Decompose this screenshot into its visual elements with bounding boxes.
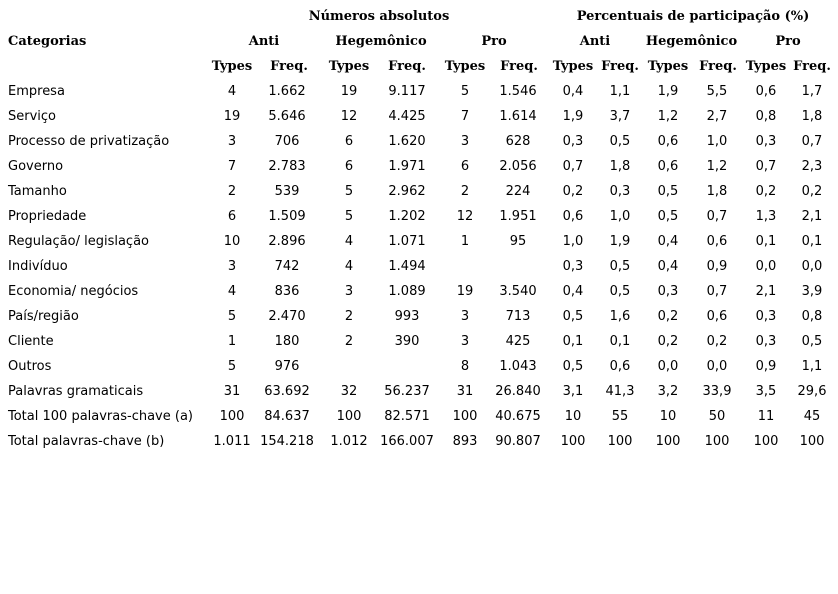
- value-cell: 1.662: [268, 84, 306, 99]
- value-cell: 6: [460, 159, 470, 174]
- value-cell: 3,2: [657, 384, 679, 399]
- value-cell: 0,5: [609, 134, 631, 149]
- value-cell: 893: [452, 434, 478, 449]
- value-cell: 4: [227, 284, 237, 299]
- value-cell: 100: [336, 409, 362, 424]
- value-cell: 1.089: [388, 284, 426, 299]
- value-cell: 2: [227, 184, 237, 199]
- value-cell: 0,3: [609, 184, 631, 199]
- table-row: [0, 307, 838, 327]
- value-cell: 2,3: [801, 159, 823, 174]
- value-cell: 5.646: [268, 109, 306, 124]
- value-cell: 0,1: [755, 234, 777, 249]
- category-label: Empresa: [8, 84, 65, 99]
- value-cell: 1,8: [801, 109, 823, 124]
- table-row: [0, 82, 838, 102]
- value-cell: 0,2: [657, 309, 679, 324]
- column-header: Freq.: [500, 59, 538, 74]
- value-cell: 4: [227, 84, 237, 99]
- subgroup-header-hegemonico-abs: Hegemônico: [335, 34, 427, 49]
- table-row: [0, 407, 838, 427]
- value-cell: 1,6: [609, 309, 631, 324]
- value-cell: 836: [274, 284, 300, 299]
- value-cell: 2.783: [268, 159, 306, 174]
- value-cell: 5: [227, 309, 237, 324]
- table-row: [0, 282, 838, 302]
- value-cell: 1: [460, 234, 470, 249]
- column-header: Types: [647, 59, 689, 74]
- value-cell: 0,3: [562, 259, 584, 274]
- value-cell: 0,6: [609, 359, 631, 374]
- value-cell: 628: [505, 134, 531, 149]
- value-cell: 2: [460, 184, 470, 199]
- value-cell: 1.043: [499, 359, 537, 374]
- value-cell: 1,3: [755, 209, 777, 224]
- column-header: Types: [552, 59, 594, 74]
- value-cell: 0,6: [755, 84, 777, 99]
- table-row: [0, 357, 838, 377]
- value-cell: 3: [460, 134, 470, 149]
- value-cell: 7: [227, 159, 237, 174]
- value-cell: 2.962: [388, 184, 426, 199]
- category-label: Serviço: [8, 109, 57, 124]
- value-cell: 1,0: [609, 209, 631, 224]
- value-cell: 1,1: [801, 359, 823, 374]
- table-row: [0, 182, 838, 202]
- value-cell: 31: [456, 384, 474, 399]
- value-cell: 2.470: [268, 309, 306, 324]
- value-cell: 12: [340, 109, 358, 124]
- value-cell: 0,4: [562, 284, 584, 299]
- value-cell: 0,2: [801, 184, 823, 199]
- table-row: [0, 332, 838, 352]
- value-cell: 1,9: [657, 84, 679, 99]
- value-cell: 4: [344, 234, 354, 249]
- value-cell: 32: [340, 384, 358, 399]
- value-cell: 3,7: [609, 109, 631, 124]
- value-cell: 40.675: [495, 409, 541, 424]
- value-cell: 0,2: [755, 184, 777, 199]
- table-row: [0, 382, 838, 402]
- value-cell: 100: [655, 434, 681, 449]
- value-cell: 63.692: [264, 384, 310, 399]
- value-cell: 0,1: [562, 334, 584, 349]
- value-cell: 1.614: [499, 109, 537, 124]
- value-cell: 0,7: [801, 134, 823, 149]
- value-cell: 993: [394, 309, 420, 324]
- value-cell: 41,3: [605, 384, 635, 399]
- value-cell: 7: [460, 109, 470, 124]
- value-cell: 3: [344, 284, 354, 299]
- group-header-percent: Percentuais de participação (%): [576, 9, 810, 24]
- value-cell: 0,4: [657, 234, 679, 249]
- value-cell: 1,9: [562, 109, 584, 124]
- value-cell: 1,8: [609, 159, 631, 174]
- value-cell: 84.637: [264, 409, 310, 424]
- column-header: Types: [444, 59, 486, 74]
- value-cell: 45: [803, 409, 821, 424]
- value-cell: 0,7: [562, 159, 584, 174]
- value-cell: 0,6: [657, 134, 679, 149]
- column-header: Freq.: [793, 59, 831, 74]
- value-cell: 0,1: [609, 334, 631, 349]
- value-cell: 100: [560, 434, 586, 449]
- value-cell: 6: [344, 159, 354, 174]
- column-header: Types: [211, 59, 253, 74]
- category-label: Total palavras-chave (b): [8, 434, 165, 449]
- value-cell: 0,8: [755, 109, 777, 124]
- category-label: Regulação/ legislação: [8, 234, 149, 249]
- category-label: Propriedade: [8, 209, 87, 224]
- value-cell: 1.620: [388, 134, 426, 149]
- value-cell: 0,2: [706, 334, 728, 349]
- value-cell: 2.056: [499, 159, 537, 174]
- value-cell: 0,6: [562, 209, 584, 224]
- column-header-row: [0, 57, 838, 77]
- value-cell: 1.012: [330, 434, 368, 449]
- value-cell: 0,5: [801, 334, 823, 349]
- value-cell: 2: [344, 334, 354, 349]
- value-cell: 1: [227, 334, 237, 349]
- value-cell: 12: [456, 209, 474, 224]
- value-cell: 5: [344, 209, 354, 224]
- value-cell: 5: [460, 84, 470, 99]
- column-header: Freq.: [601, 59, 639, 74]
- value-cell: 0,4: [562, 84, 584, 99]
- value-cell: 1.509: [268, 209, 306, 224]
- value-cell: 0,7: [755, 159, 777, 174]
- value-cell: 10: [659, 409, 677, 424]
- table-row: [0, 157, 838, 177]
- value-cell: 8: [460, 359, 470, 374]
- value-cell: 0,9: [755, 359, 777, 374]
- value-cell: 50: [708, 409, 726, 424]
- group-header-absolute: Números absolutos: [308, 9, 450, 24]
- value-cell: 19: [456, 284, 474, 299]
- value-cell: 0,0: [657, 359, 679, 374]
- category-label: Economia/ negócios: [8, 284, 139, 299]
- value-cell: 0,8: [801, 309, 823, 324]
- value-cell: 0,5: [657, 184, 679, 199]
- value-cell: 1.071: [388, 234, 426, 249]
- value-cell: 3: [227, 259, 237, 274]
- value-cell: 3,1: [562, 384, 584, 399]
- value-cell: 2,1: [801, 209, 823, 224]
- value-cell: 2.896: [268, 234, 306, 249]
- value-cell: 100: [452, 409, 478, 424]
- value-cell: 539: [274, 184, 300, 199]
- value-cell: 1.011: [213, 434, 251, 449]
- subgroup-header-row: [0, 32, 838, 52]
- value-cell: 100: [704, 434, 730, 449]
- value-cell: 5,5: [706, 84, 728, 99]
- category-label: País/região: [8, 309, 79, 324]
- value-cell: 26.840: [495, 384, 541, 399]
- table-row: [0, 107, 838, 127]
- value-cell: 33,9: [702, 384, 732, 399]
- value-cell: 706: [274, 134, 300, 149]
- value-cell: 0,0: [801, 259, 823, 274]
- value-cell: 0,0: [706, 359, 728, 374]
- value-cell: 1.202: [388, 209, 426, 224]
- value-cell: 0,2: [657, 334, 679, 349]
- value-cell: 3,5: [755, 384, 777, 399]
- value-cell: 0,9: [706, 259, 728, 274]
- category-label: Cliente: [8, 334, 54, 349]
- table-row: [0, 432, 838, 452]
- value-cell: 10: [223, 234, 241, 249]
- value-cell: 0,5: [609, 284, 631, 299]
- value-cell: 0,5: [609, 259, 631, 274]
- category-label: Total 100 palavras-chave (a): [8, 409, 193, 424]
- value-cell: 56.237: [384, 384, 430, 399]
- value-cell: 0,5: [562, 309, 584, 324]
- value-cell: 95: [509, 234, 527, 249]
- value-cell: 0,1: [801, 234, 823, 249]
- column-header: Types: [328, 59, 370, 74]
- value-cell: 2,1: [755, 284, 777, 299]
- value-cell: 0,3: [657, 284, 679, 299]
- value-cell: 0,0: [755, 259, 777, 274]
- value-cell: 19: [340, 84, 358, 99]
- category-label: Governo: [8, 159, 64, 174]
- value-cell: 82.571: [384, 409, 430, 424]
- value-cell: 1,0: [706, 134, 728, 149]
- value-cell: 1.546: [499, 84, 537, 99]
- value-cell: 2,7: [706, 109, 728, 124]
- value-cell: 90.807: [495, 434, 541, 449]
- value-cell: 1,2: [657, 109, 679, 124]
- value-cell: 31: [223, 384, 241, 399]
- value-cell: 1.494: [388, 259, 426, 274]
- value-cell: 166.007: [380, 434, 434, 449]
- table-row: [0, 132, 838, 152]
- value-cell: 0,4: [657, 259, 679, 274]
- category-label: Indivíduo: [8, 259, 68, 274]
- value-cell: 1,0: [562, 234, 584, 249]
- group-header-row: [0, 7, 838, 27]
- table-row: [0, 257, 838, 277]
- category-label: Palavras gramaticais: [8, 384, 144, 399]
- value-cell: 713: [505, 309, 531, 324]
- subgroup-header-hegemonico-pct: Hegemônico: [645, 34, 738, 49]
- column-header: Freq.: [699, 59, 737, 74]
- value-cell: 154.218: [260, 434, 314, 449]
- value-cell: 1.951: [499, 209, 537, 224]
- value-cell: 0,2: [562, 184, 584, 199]
- subgroup-header-pro-pct: Pro: [775, 34, 801, 49]
- value-cell: 3: [460, 309, 470, 324]
- value-cell: 0,6: [706, 234, 728, 249]
- value-cell: 0,3: [562, 134, 584, 149]
- value-cell: 0,5: [657, 209, 679, 224]
- value-cell: 1,2: [706, 159, 728, 174]
- subgroup-header-anti-pct: Anti: [579, 34, 611, 49]
- value-cell: 4: [344, 259, 354, 274]
- subgroup-header-pro-abs: Pro: [481, 34, 507, 49]
- value-cell: 3: [227, 134, 237, 149]
- subgroup-header-anti-abs: Anti: [248, 34, 280, 49]
- value-cell: 6: [344, 134, 354, 149]
- value-cell: 0,3: [755, 334, 777, 349]
- value-cell: 3: [460, 334, 470, 349]
- value-cell: 19: [223, 109, 241, 124]
- value-cell: 425: [505, 334, 531, 349]
- value-cell: 0,3: [755, 134, 777, 149]
- value-cell: 5: [344, 184, 354, 199]
- value-cell: 5: [227, 359, 237, 374]
- value-cell: 976: [274, 359, 300, 374]
- value-cell: 0,7: [706, 209, 728, 224]
- value-cell: 55: [611, 409, 629, 424]
- value-cell: 0,6: [706, 309, 728, 324]
- column-header: Freq.: [388, 59, 426, 74]
- value-cell: 0,3: [755, 309, 777, 324]
- value-cell: 100: [219, 409, 245, 424]
- value-cell: 742: [274, 259, 300, 274]
- value-cell: 4.425: [388, 109, 426, 124]
- value-cell: 10: [564, 409, 582, 424]
- value-cell: 3,9: [801, 284, 823, 299]
- value-cell: 180: [274, 334, 300, 349]
- value-cell: 100: [753, 434, 779, 449]
- value-cell: 29,6: [797, 384, 827, 399]
- value-cell: 1,9: [609, 234, 631, 249]
- category-label: Processo de privatização: [8, 134, 170, 149]
- value-cell: 1,7: [801, 84, 823, 99]
- value-cell: 224: [505, 184, 531, 199]
- table-row: [0, 232, 838, 252]
- value-cell: 1,8: [706, 184, 728, 199]
- category-label: Outros: [8, 359, 52, 374]
- value-cell: 0,5: [562, 359, 584, 374]
- category-label: Tamanho: [8, 184, 67, 199]
- value-cell: 100: [607, 434, 633, 449]
- categories-header: Categorias: [8, 34, 87, 49]
- value-cell: 0,6: [657, 159, 679, 174]
- value-cell: 3.540: [499, 284, 537, 299]
- value-cell: 1,1: [609, 84, 631, 99]
- value-cell: 11: [757, 409, 775, 424]
- value-cell: 9.117: [388, 84, 426, 99]
- value-cell: 2: [344, 309, 354, 324]
- value-cell: 6: [227, 209, 237, 224]
- value-cell: 0,7: [706, 284, 728, 299]
- column-header: Freq.: [270, 59, 308, 74]
- column-header: Types: [745, 59, 787, 74]
- value-cell: 100: [799, 434, 825, 449]
- value-cell: 390: [394, 334, 420, 349]
- value-cell: 1.971: [388, 159, 426, 174]
- table-row: [0, 207, 838, 227]
